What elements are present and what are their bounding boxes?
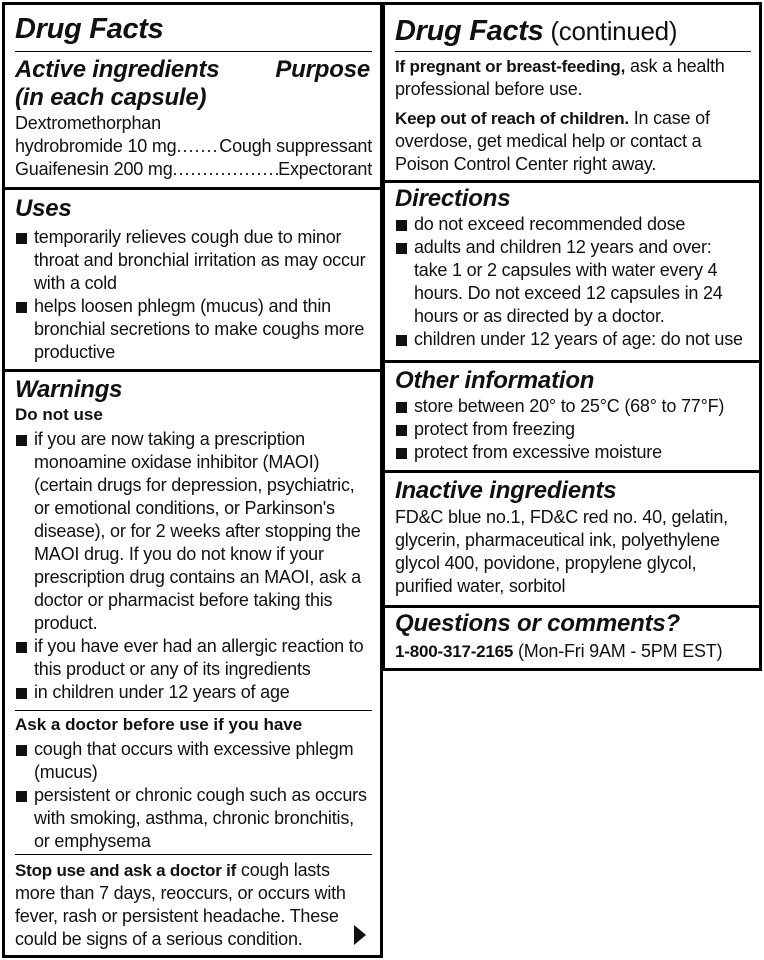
phone-number[interactable]: 1-800-317-2165 [395,642,514,661]
section-divider [5,369,380,372]
subsection-divider [15,710,372,711]
left-title: Drug Facts [15,13,164,45]
stop-use-label: Stop use and ask a doctor if [15,861,237,880]
section-divider [385,605,759,608]
ingredient-name: Guaifenesin 200 mg [15,159,173,179]
pregnancy-label: If pregnant or breast-feeding, [395,57,626,76]
section-divider [5,187,380,190]
section-divider [385,180,759,183]
active-ingredients-heading: Active ingredients [15,56,220,83]
ingredient-row-2 [15,158,372,181]
list-item: if you are now taking a prescription monoamine oxidase inhibitor (MAOI) (certain drugs for depression, psychiatric, or emotional conditions, or Parkinson's disease), or for 2 weeks after stopping the MAOI drug. If you do not know if your prescription drug contains an MAOI, ask a doctor or pharmacist before taking this product. [15,428,372,635]
contact-line [395,640,751,663]
list-item: protect from freezing [395,418,751,441]
keep-away-label: Keep out of reach of children. [395,109,629,128]
ingredient-name: hydrobromide 10 mg [15,136,177,156]
warnings-section [15,376,372,704]
right-title-text: Drug Facts [395,15,544,47]
section-divider [385,360,759,363]
other-information-section [395,367,751,464]
list-item: adults and children 12 years and over: take 1 or 2 capsules with water every 4 hours. Do not exceed 12 capsules in 24 hours or as directed by a doctor. [395,236,751,328]
contact-hours: (Mon-Fri 9AM - 5PM EST) [513,641,723,661]
pregnancy-text: ask a health professional before use. [395,56,725,99]
uses-heading: Uses [15,195,72,222]
section-divider [385,470,759,473]
list-item: children under 12 years of age: do not use [395,328,751,351]
ingredient-purpose: Expectorant [278,159,372,179]
ingredient-line: Dextromethorphan [15,113,161,133]
title-divider [395,51,751,52]
ask-doctor-section [15,714,372,853]
stop-use-paragraph [15,859,352,951]
drug-facts-left-panel [2,2,383,958]
drug-facts-right-panel [382,2,762,671]
list-item: protect from excessive moisture [395,441,751,464]
subsection-divider [15,854,372,855]
questions-section [395,610,751,663]
questions-heading: Questions or comments? [395,610,680,637]
keep-away-text: In case of overdose, get medical help or contact a Poison Control Center right away. [395,108,710,174]
inactive-ingredients-text: FD&C blue no.1, FD&C red no. 40, gelatin, glycerin, pharmaceutical ink, polyethylene glycol 400, povidone, propylene glycol, purified water, sorbitol [395,507,728,596]
warnings-heading: Warnings [15,376,123,403]
ingredient-purpose: Cough suppressant [219,136,372,156]
list-item: do not exceed recommended dose [395,213,751,236]
right-title [395,15,751,47]
inactive-ingredients-section [395,477,751,598]
pregnancy-paragraph [395,55,751,101]
list-item: persistent or chronic cough such as occurs with smoking, asthma, chronic bronchitis, or emphysema [15,784,372,853]
active-ingredients-subheading: (in each capsule) [15,84,207,111]
list-item: in children under 12 years of age [15,681,372,704]
stop-use-text: cough lasts more than 7 days, reoccurs, or occurs with fever, rash or persistent headache. These could be signs of a serious condition. [15,860,346,949]
active-ingredients-section [15,56,372,181]
continue-arrow-icon [354,925,366,945]
other-information-heading: Other information [395,367,595,394]
list-item: temporarily relieves cough due to minor throat and bronchial irritation as may occur with a cold [15,226,372,295]
list-item: if you have ever had an allergic reaction to this product or any of its ingredients [15,635,372,681]
list-item: store between 20° to 25°C (68° to 77°F) [395,395,751,418]
do-not-use-heading: Do not use [15,405,103,424]
directions-heading: Directions [395,185,511,212]
ingredient-row-1 [15,135,372,158]
list-item: helps loosen phlegm (mucus) and thin bronchial secretions to make coughs more productive [15,295,372,364]
ask-doctor-heading: Ask a doctor before use if you have [15,715,303,734]
purpose-heading: Purpose [275,56,370,83]
continued-label: (continued) [543,16,678,46]
keep-away-paragraph [395,107,751,176]
uses-section [15,195,372,364]
directions-section [395,185,751,351]
title-divider [15,51,372,52]
list-item: cough that occurs with excessive phlegm (mucus) [15,738,372,784]
inactive-ingredients-heading: Inactive ingredients [395,477,617,504]
